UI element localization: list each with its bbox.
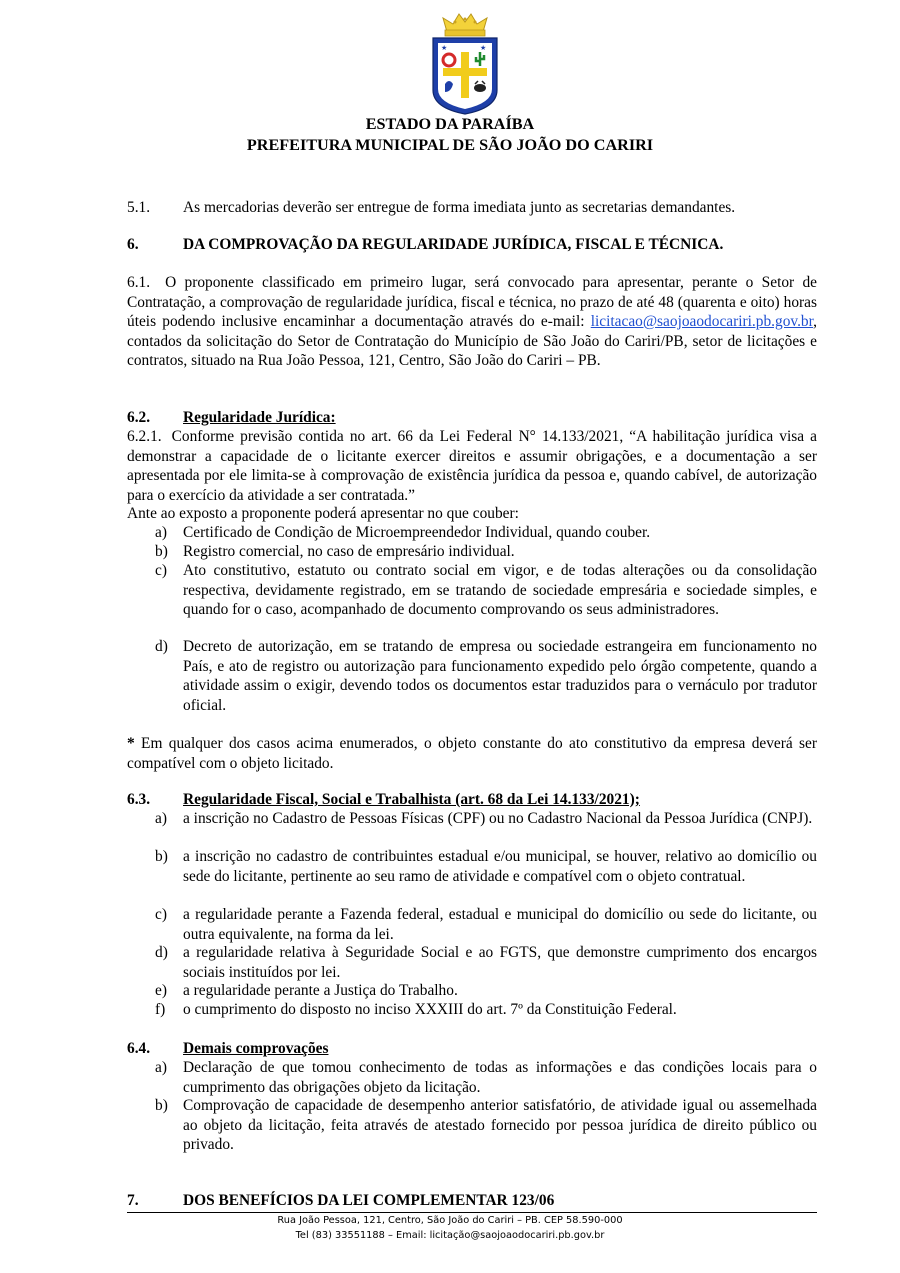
list-6-3-item-a: a inscrição no Cadastro de Pessoas Físicas (CPF) ou no Cadastro Nacional da Pessoa Jurídica (CNPJ).	[183, 810, 813, 827]
section-6-1-number: 6.1.	[127, 274, 151, 291]
list-6-4-item-a: Declaração de que tomou conhecimento de todas as informações e das condições locais para o cumprimento das obrigações objeto da licitação.	[183, 1059, 817, 1096]
list-6-2-item-a: Certificado de Condição de Microempreendedor Individual, quando couber.	[183, 524, 651, 541]
footer-divider	[127, 1212, 817, 1213]
coat-of-arms-icon	[425, 10, 505, 115]
list-6-2-letter-c: c)	[155, 562, 167, 579]
list-6-3-item-c: a regularidade perante a Fazenda federal, estadual e municipal do domicílio ou sede do licitante, ou outra equivalente, na forma da lei.	[183, 906, 817, 943]
section-6-2-number: 6.2.	[127, 409, 151, 426]
footer-address: Rua João Pessoa, 121, Centro, São João do Cariri – PB. CEP 58.590-000	[277, 1215, 623, 1226]
list-6-3-item-f: o cumprimento do disposto no inciso XXXIII do art. 7º da Constituição Federal.	[183, 1001, 677, 1018]
list-6-3-letter-d: d)	[155, 944, 168, 961]
svg-text:★: ★	[441, 44, 448, 52]
header-state: ESTADO DA PARAÍBA	[365, 115, 535, 133]
section-6-3-title: Regularidade Fiscal, Social e Trabalhista (art. 68 da Lei 14.133/2021);	[183, 791, 640, 808]
list-6-4-letter-a: a)	[155, 1059, 167, 1076]
list-6-2-letter-a: a)	[155, 524, 167, 541]
section-6-1-text-before: O proponente classificado em primeiro lugar, será convocado para apresentar, perante o Setor de Contratação, a comprovação de regularidade jurídica, fiscal e técnica, no prazo de até 48 (quarenta e oito) horas úteis podendo inclusive encaminhar a documentação através do e-mail:	[127, 274, 817, 330]
list-6-2-letter-b: b)	[155, 543, 168, 560]
list-6-2-letter-d: d)	[155, 638, 168, 655]
section-6-1-text-after: , contados da solicitação do Setor de Contratação do Município de São João do Cariri/PB, setor de licitações e contratos, situado na Rua João Pessoa, 121, Centro, São João do Cariri – PB.	[127, 313, 817, 369]
section-6-4-title: Demais comprovações	[183, 1040, 329, 1057]
section-6-1-paragraph	[127, 273, 817, 371]
section-6-4-number: 6.4.	[127, 1040, 151, 1057]
list-6-3-letter-a: a)	[155, 810, 167, 827]
list-6-4-item-b: Comprovação de capacidade de desempenho anterior satisfatório, de atividade igual ou assemelhada ao objeto da licitação, feita através de atestado fornecido por pessoa jurídica de direito público ou privado.	[183, 1097, 817, 1153]
section-6-title: DA COMPROVAÇÃO DA REGULARIDADE JURÍDICA, FISCAL E TÉCNICA.	[183, 236, 724, 253]
list-6-3-item-e: a regularidade perante a Justiça do Trabalho.	[183, 982, 458, 999]
list-6-2-item-c: Ato constitutivo, estatuto ou contrato social em vigor, e de todas alterações ou da consolidação respectiva, devidamente registrado, em se tratando de sociedade empresária e sociedade simples, e quando for o caso, acompanhado de documento comprovando os seus administradores.	[183, 562, 817, 618]
section-6-2-1-number: 6.2.1.	[127, 428, 162, 445]
section-6-2-intro: Ante ao exposto a proponente poderá apresentar no que couber:	[127, 505, 519, 522]
section-6-2-note	[127, 734, 817, 773]
list-6-3-item-d: a regularidade relativa à Seguridade Social e ao FGTS, que demonstre cumprimento dos encargos sociais instituídos por lei.	[183, 944, 817, 981]
email-link[interactable]: licitacao@saojoaodocariri.pb.gov.br	[590, 313, 814, 330]
header-city-hall: PREFEITURA MUNICIPAL DE SÃO JOÃO DO CARIRI	[246, 136, 654, 154]
list-6-3-letter-e: e)	[155, 982, 167, 999]
note-text: Em qualquer dos casos acima enumerados, o objeto constante do ato constitutivo da empresa deverá ser compatível com o objeto licitado.	[127, 735, 817, 772]
section-6-2-1-paragraph	[127, 427, 817, 505]
section-7-number: 7.	[127, 1192, 139, 1209]
svg-text:★: ★	[480, 44, 487, 52]
footer-contact: Tel (83) 33551188 – Email: licitação@saojoaodocariri.pb.gov.br	[295, 1230, 605, 1241]
list-6-3-item-b: a inscrição no cadastro de contribuintes estadual e/ou municipal, se houver, relativo ao domicílio ou sede do licitante, pertinente ao seu ramo de atividade e compatível com o objeto contratual.	[183, 848, 817, 885]
section-5-1-text: As mercadorias deverão ser entregue de forma imediata junto as secretarias demandantes.	[183, 199, 736, 216]
list-6-2-item-d: Decreto de autorização, em se tratando de empresa ou sociedade estrangeira em funcionamento no País, e ato de registro ou autorização para funcionamento expedido pelo órgão competente, quando a atividade assim o exigir, devendo todos os documentos estar traduzidos para o vernáculo por tradutor oficial.	[183, 638, 817, 714]
list-6-3-letter-b: b)	[155, 848, 168, 865]
list-6-3-letter-f: f)	[155, 1001, 166, 1018]
section-6-2-1-text: Conforme previsão contida no art. 66 da Lei Federal N° 14.133/2021, “A habilitação jurídica visa a demonstrar a capacidade de o licitante exercer direitos e assumir obrigações, e a documentação a ser apresentada por ele limita-se à comprovação de existência jurídica da pessoa e, quando cabível, de autorização para o exercício da atividade a ser contratada.”	[127, 428, 817, 504]
list-6-3-letter-c: c)	[155, 906, 167, 923]
section-6-3-number: 6.3.	[127, 791, 151, 808]
section-7-title: DOS BENEFÍCIOS DA LEI COMPLEMENTAR 123/06	[183, 1192, 555, 1209]
section-6-number: 6.	[127, 236, 139, 253]
list-6-4-letter-b: b)	[155, 1097, 168, 1114]
section-6-2-title: Regularidade Jurídica:	[183, 409, 336, 426]
section-5-1-number: 5.1.	[127, 199, 151, 216]
list-6-2-item-b: Registro comercial, no caso de empresário individual.	[183, 543, 515, 560]
note-asterisk: *	[127, 735, 135, 752]
